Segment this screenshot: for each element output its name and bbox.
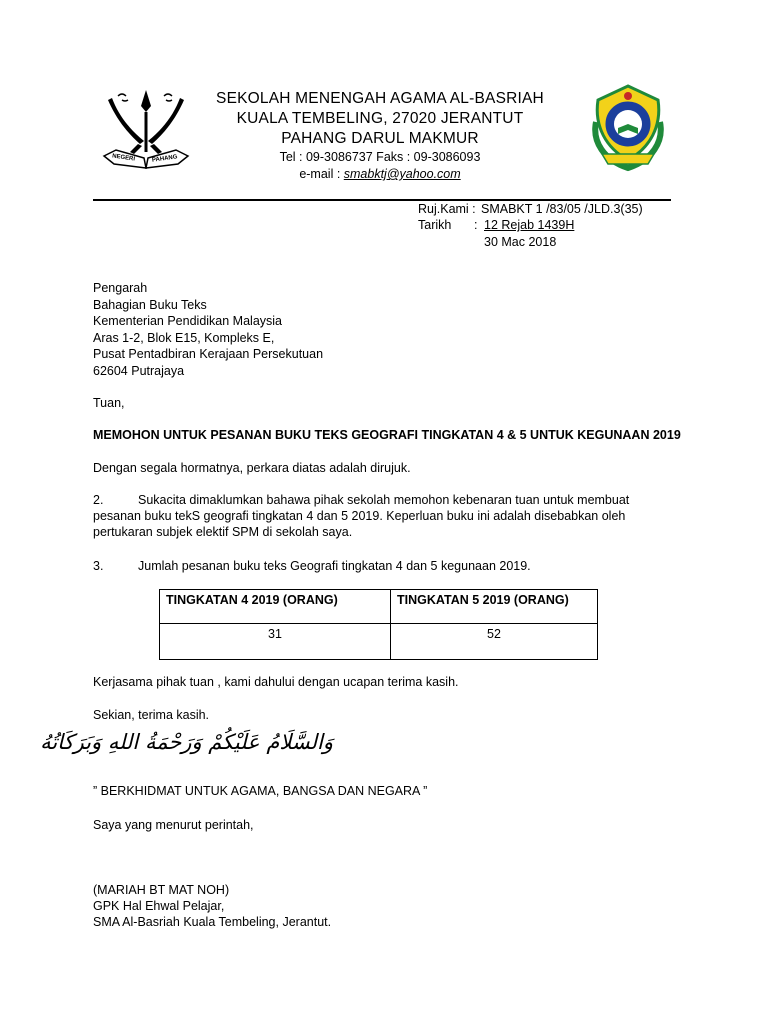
subject-line: MEMOHON UNTUK PESANAN BUKU TEKS GEOGRAFI TINGKATAN 4 & 5 UNTUK KEGUNAAN 2019 [93,428,681,442]
school-address: KUALA TEMBELING, 27020 JERANTUT [236,110,524,127]
sign-off-line: Saya yang menurut perintah, [93,818,254,832]
reference-tarikh-colon: : [474,218,478,232]
pahang-crest-emblem [100,86,192,172]
header-divider [93,199,671,201]
school-crest-icon [584,82,672,174]
school-state: PAHANG DARUL MAKMUR [281,130,479,147]
para2-line3: pertukaran subjek elektif SPM di sekolah saya. [93,525,353,539]
school-email-line [180,167,580,181]
para3-number: 3. [93,559,104,573]
table-row [160,624,598,660]
reference-date: 30 Mac 2018 [484,235,557,249]
table-cell [391,624,598,660]
order-table [159,589,598,660]
table-cell [160,624,391,660]
table-header-row [160,590,598,624]
reference-tarikh-label: Tarikh [418,218,452,232]
arabic-greeting: وَالسَّلَامُ عَلَيْكُمْ وَرَحْمَةُ اللهِ وَبَرَكَاتُهُ [40,730,333,754]
school-crest-emblem [584,82,672,174]
crest-banner-right-text: PAHANG [151,154,178,164]
signatory-title: GPK Hal Ehwal Pelajar, [93,899,225,913]
school-phone-fax: Tel : 09-3086737 Faks : 09-3086093 [279,150,481,164]
recipient-line: Kementerian Pendidikan Malaysia [93,314,282,328]
table-header-cell [391,590,598,624]
reference-ruj-value: SMABKT 1 /83/05 /JLD.3(35) [481,202,643,216]
para2-line2: pesanan buku tekS geografi tingkatan 4 dan 5 2019. Keperluan buku ini adalah disebabkan oleh [93,509,626,523]
table-value-form4: 31 [268,627,282,641]
crest-banner-left-text: NEGERI [111,153,136,163]
table-header-form5: TINGKATAN 5 2019 (ORANG) [397,593,569,607]
para2-line1: Sukacita dimaklumkan bahawa pihak sekolah memohon kebenaran tuan untuk membuat [138,493,630,507]
signatory-name: (MARIAH BT MAT NOH) [93,883,230,897]
email-link[interactable]: smabktj@yahoo.com [343,167,461,181]
table-header-cell [160,590,391,624]
signatory-org: SMA Al-Basriah Kuala Tembeling, Jerantut. [93,915,332,929]
closing-line: Kerjasama pihak tuan , kami dahului dengan ucapan terima kasih. [93,675,459,689]
motto-line: ” BERKHIDMAT UNTUK AGAMA, BANGSA DAN NEGARA ” [93,784,428,798]
email-label: e-mail : [299,167,344,181]
recipient-line: Aras 1-2, Blok E15, Kompleks E, [93,330,275,345]
table-header-form4: TINGKATAN 4 2019 (ORANG) [166,593,338,607]
recipient-line: 62604 Putrajaya [93,363,185,378]
opening-line: Dengan segala hormatnya, perkara diatas adalah dirujuk. [93,461,411,475]
reference-ruj-label: Ruj.Kami : [418,202,476,216]
table-value-form5: 52 [487,627,501,641]
reference-hijri-date: 12 Rejab 1439H [484,218,575,232]
recipient-address [93,280,323,379]
school-name: SEKOLAH MENENGAH AGAMA AL-BASRIAH [216,90,544,107]
recipient-line: Pengarah [93,281,148,295]
recipient-line: Pusat Pentadbiran Kerajaan Persekutuan [93,347,324,361]
sekian-line: Sekian, terima kasih. [93,708,210,722]
salutation: Tuan, [93,396,125,410]
para3-text: Jumlah pesanan buku teks Geografi tingkatan 4 dan 5 kegunaan 2019. [138,559,531,573]
recipient-line: Bahagian Buku Teks [93,297,207,312]
para2-number: 2. [93,493,104,507]
